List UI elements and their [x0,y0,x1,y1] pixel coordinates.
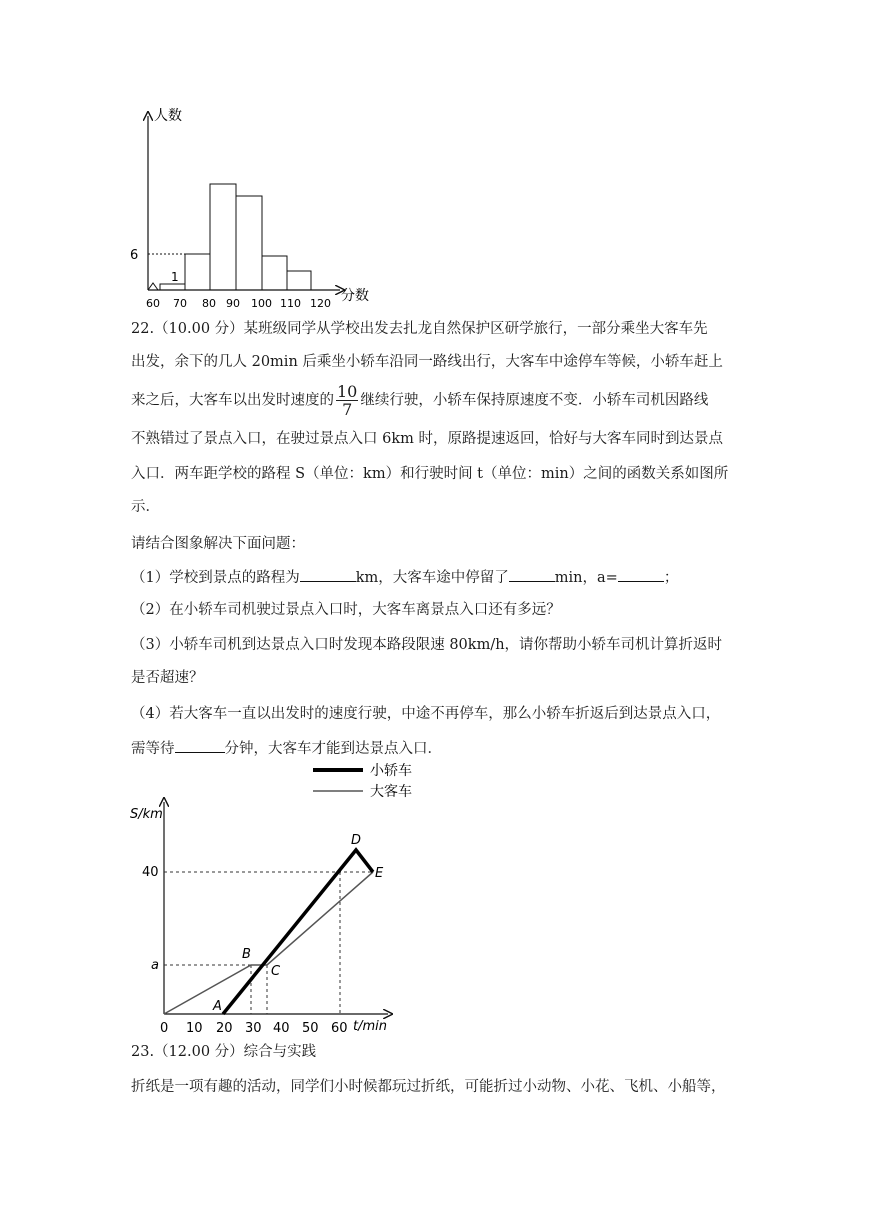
graph-y-label-a: a [151,958,159,973]
histogram-x-axis-label: 分数 [341,288,369,304]
histogram-y-tick-6: 6 [130,248,139,263]
graph-x-tick-20: 20 [216,1021,233,1036]
q1-text-c: min，a= [554,570,618,586]
fraction-numerator: 10 [337,382,358,401]
problem22-line1: 22.（10.00 分）某班级同学从学校出发去扎龙自然保护区研学旅行，一部分乘坐大客车先 [131,321,708,337]
question-4-line1: （4）若大客车一直以出发时的速度行驶，中途不再停车，那么小轿车折返后到达景点入口， [131,706,721,722]
histogram-x-tick-110: 110 [280,297,301,310]
q1-text-d: ； [663,570,679,586]
histogram-y-axis-label: 人数 [154,108,182,124]
car-line [223,850,373,1014]
problem23-heading: 23.（12.00 分）综合与实践 [131,1044,317,1060]
histogram-x-tick-80: 80 [202,297,216,310]
histogram-bar-100-110 [236,196,262,290]
graph-x-tick-50: 50 [302,1021,319,1036]
distance-time-graph [120,758,420,1040]
problem22-line2: 出发，余下的几人 20min 后乘坐小轿车沿同一路线出行，大客车中途停车等候，小轿车赶上 [131,354,723,370]
histogram-bar-110-120 [262,256,287,290]
question-1 [131,567,743,588]
graph-x-tick-30: 30 [245,1021,262,1036]
question-4-line2 [131,738,743,759]
histogram-x-tick-90: 90 [226,297,240,310]
histogram-bar-80-90 [185,254,210,290]
bus-line [164,872,373,1014]
q4-blank-wait[interactable] [175,738,225,753]
histogram-bar-70-80 [160,284,185,290]
q1-blank-stop-time[interactable] [509,567,555,582]
histogram-bar-120-130 [287,271,311,290]
q1-blank-distance[interactable] [300,567,356,582]
q1-text-b: km，大客车途中停留了 [355,570,509,586]
graph-x-axis-label: t/min [353,1019,387,1034]
problem22-line3-end: 继续行驶，小轿车保持原速度不变．小轿车司机因路线 [360,392,709,409]
q1-text-a: （1）学校到景点的路程为 [131,570,300,586]
histogram-bar-90-100 [210,184,236,290]
q4-text-b: 分钟，大客车才能到达景点入口． [224,741,442,757]
question-3-line1: （3）小轿车司机到达景点入口时发现本路段限速 80km/h，请你帮助小轿车司机计算折返时 [131,637,723,653]
q4-text-a: 需等待 [131,741,175,757]
question-3-line2: 是否超速？ [131,670,204,686]
problem23-line2: 折纸是一项有趣的活动，同学们小时候都玩过折纸，可能折过小动物、小花、飞机、小船等， [131,1079,726,1095]
graph-x-tick-10: 10 [186,1021,203,1036]
problem22-prompt: 请结合图象解决下面问题： [131,536,305,552]
graph-x-tick-60: 60 [331,1021,348,1036]
point-E: E [375,866,384,881]
histogram-figure [120,100,380,310]
histogram-axis-break [148,283,158,290]
point-C: C [271,964,281,979]
point-B: B [242,947,251,962]
graph-y-label-40: 40 [142,865,159,880]
histogram-bar-label: 1 [171,270,179,284]
histogram-x-tick-100: 100 [251,297,272,310]
q1-blank-a[interactable] [618,567,664,582]
fraction-denominator: 7 [342,400,353,419]
graph-x-tick-0: 0 [160,1021,169,1036]
problem22-line6: 示． [131,499,160,515]
problem22-line5: 入口．两车距学校的路程 S（单位：km）和行驶时间 t（单位：min）之间的函数关系如图所 [131,466,729,482]
question-2: （2）在小轿车司机驶过景点入口时，大客车离景点入口还有多远？ [131,602,561,618]
point-A: A [213,999,222,1014]
problem22-line4: 不熟错过了景点入口，在驶过景点入口 6km 时，原路提速返回，恰好与大客车同时到达景点 [131,431,723,447]
histogram-x-tick-60: 60 [146,297,160,310]
graph-x-tick-40: 40 [273,1021,290,1036]
point-D: D [351,833,362,848]
legend-bus-label: 大客车 [370,784,412,800]
graph-y-axis-label: S/km [130,807,163,822]
speed-fraction [336,383,358,418]
legend-car-label: 小轿车 [370,763,412,779]
histogram-x-tick-70: 70 [173,297,187,310]
problem22-line3-start: 来之后，大客车以出发时速度的 [131,392,334,409]
problem22-line3 [131,383,743,418]
histogram-x-tick-120: 120 [310,297,331,310]
